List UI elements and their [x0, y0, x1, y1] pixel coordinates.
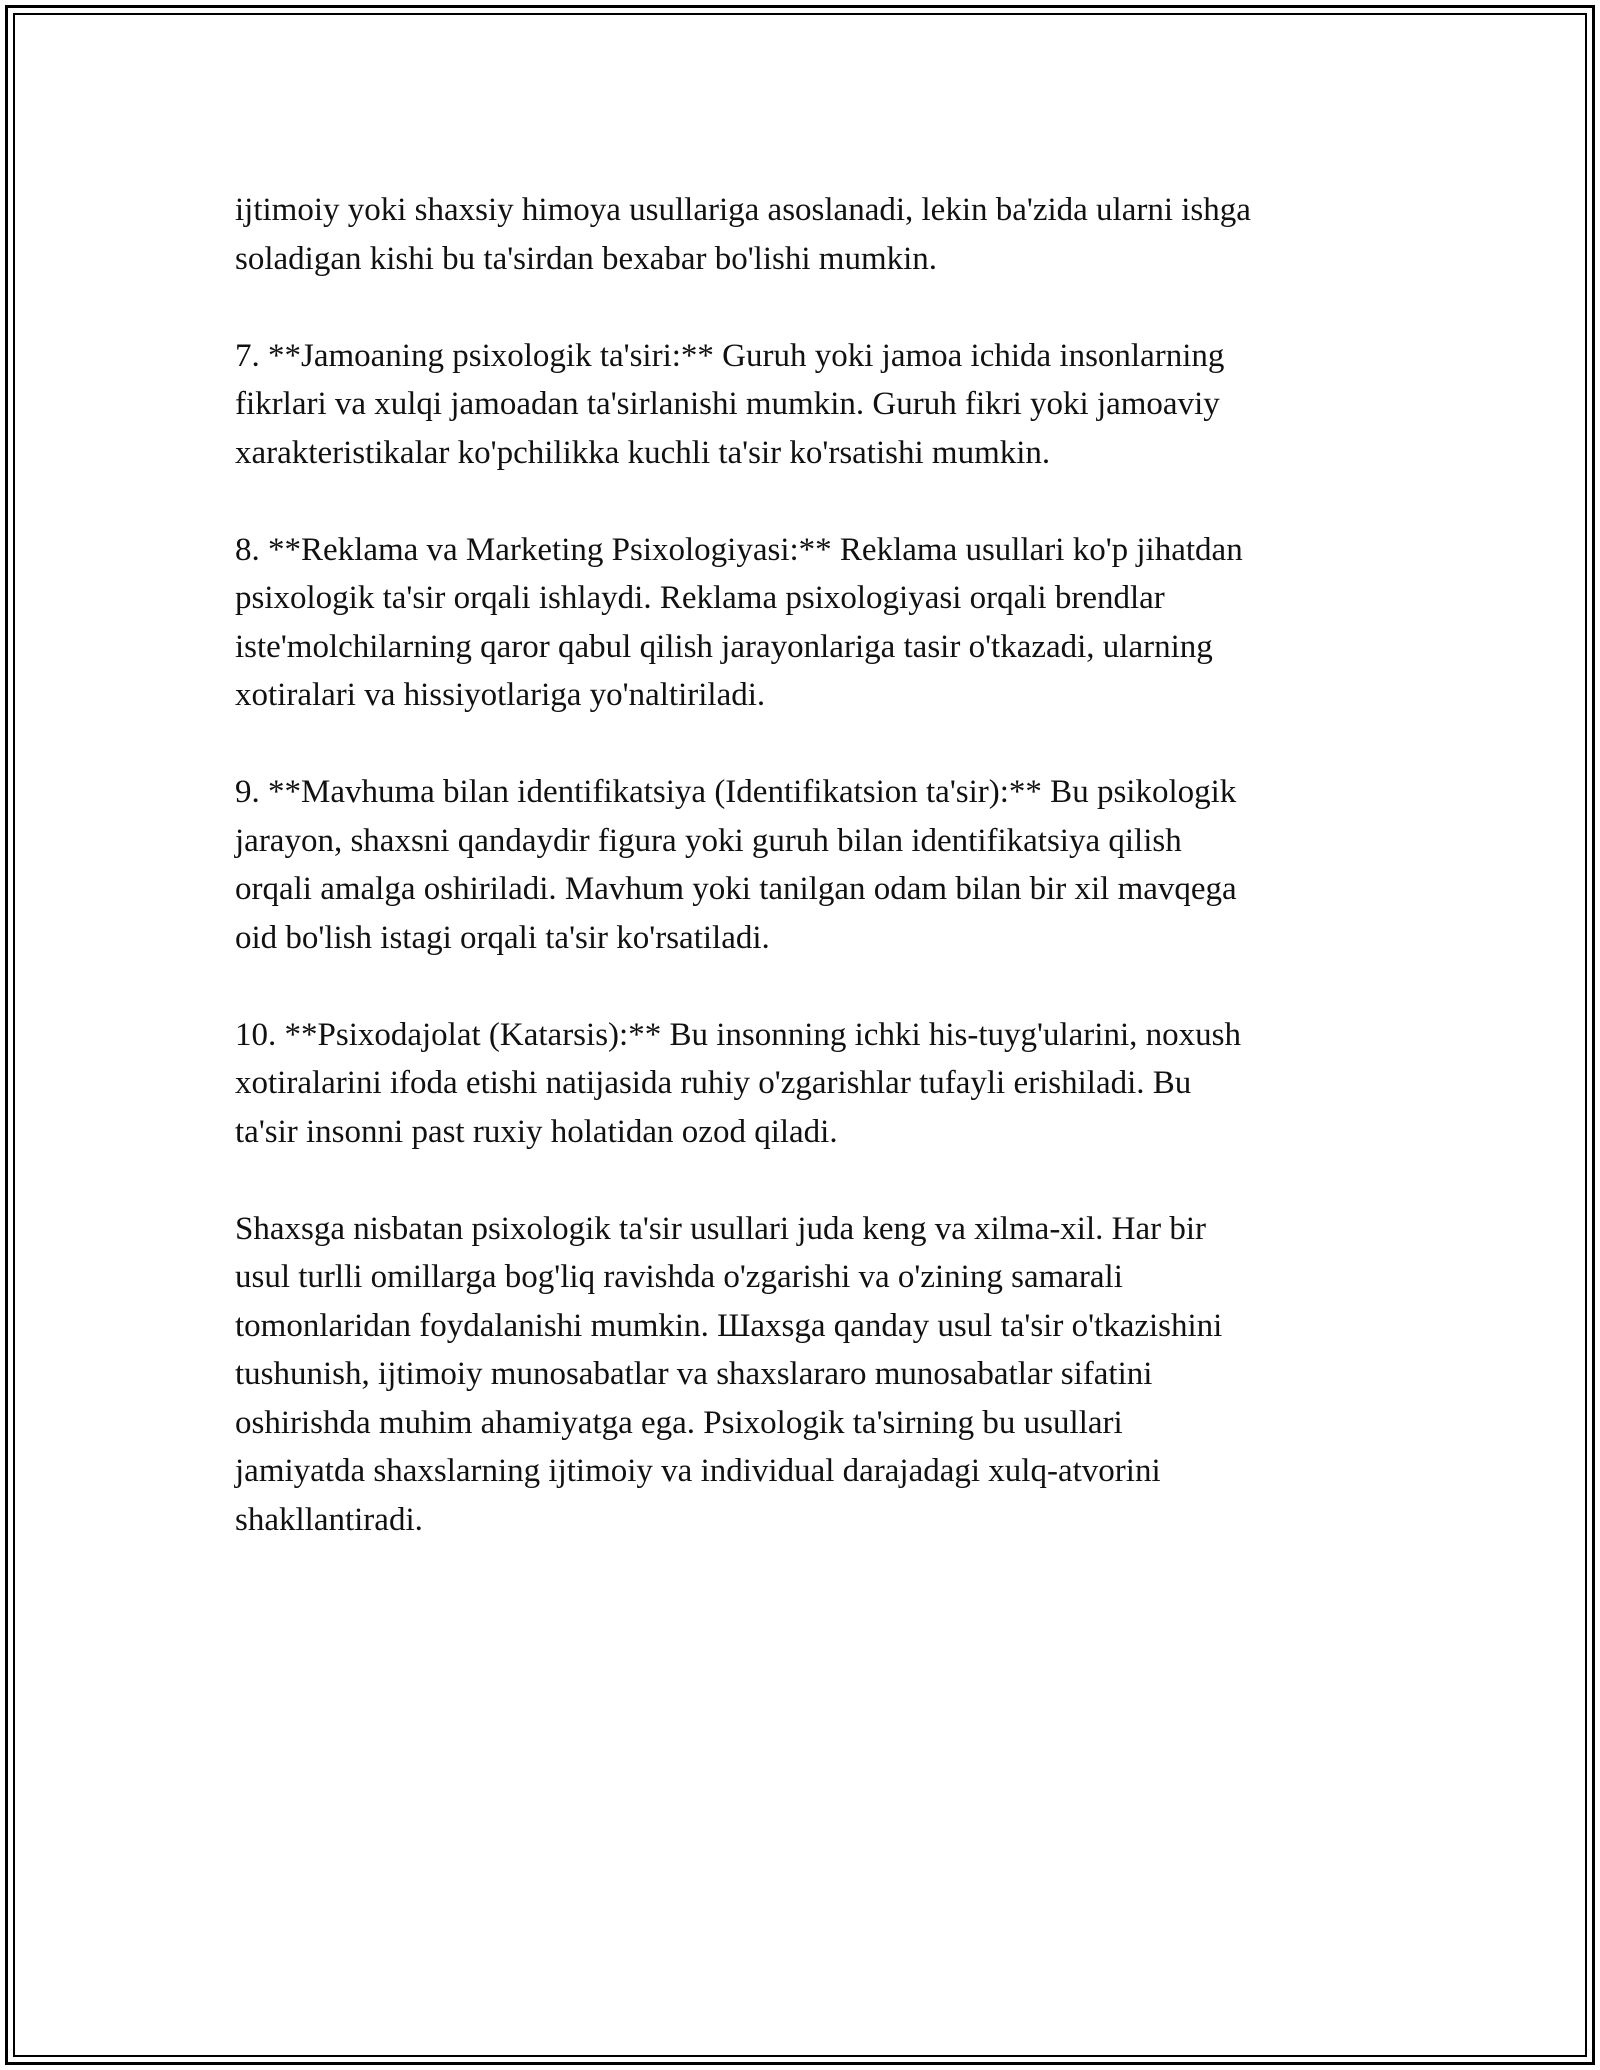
paragraph-intro-continuation: ijtimoiy yoki shaxsiy himoya usullariga asoslanadi, lekin ba'zida ularni ishga soladigan kishi bu ta'sirdan bexabar bo'lishi mumkin.	[235, 192, 1251, 277]
paragraph-item-7-group-influence: 7. **Jamoaning psixologik ta'siri:** Guruh yoki jamoa ichida insonlarning fikrlari va xulqi jamoadan ta'sirlanishi mumkin. Guruh fikri yoki jamoaviy xarakteristikalar ko'pchilikka kuchli ta'sir ko'rsatishi mumkin.	[235, 337, 1225, 471]
paragraph-item-10-catharsis: 10. **Psixodajolat (Katarsis):** Bu insonning ichki his-tuyg'ularini, noxush xotiralarini ifoda etishi natijasida ruhiy o'zgarishlar tufayli erishiladi. Bu ta'sir insonni past ruxiy holatidan ozod qiladi.	[235, 1016, 1241, 1150]
paragraph-item-9-identification: 9. **Mavhuma bilan identifikatsiya (Identifikatsion ta'sir):** Bu psikologik jarayon, shaxsni qandaydir figura yoki guruh bilan identifikatsiya qilish orqali amalga oshiriladi. Mavhum yoki tanilgan odam bilan bir xil mavqega oid bo'lish istagi orqali ta'sir ko'rsatiladi.	[235, 774, 1237, 956]
paragraph-conclusion: Shaxsga nisbatan psixologik ta'sir usullari juda keng va xilma-xil. Har bir usul turlli omillarga bog'liq ravishda o'zgarishi va o'zining samarali tomonlaridan foydalanishi mumkin. Шахsga qanday usul ta'sir o'tkazishini tushunish, ijtimoiy munosabatlar va shaxslararo munosabatlar sifatini oshirishda muhim ahamiyatga ega. Psixologik ta'sirning bu usullari jamiyatda shaxslarning ijtimoiy va individual darajadagi xulq-atvorini shakllantiradi.	[235, 1210, 1223, 1538]
document-body	[235, 186, 1375, 1544]
paragraph-item-8-advertising: 8. **Reklama va Marketing Psixologiyasi:** Reklama usullari ko'p jihatdan psixologik ta'sir orqali ishlaydi. Reklama psixologiyasi orqali brendlar iste'molchilarning qaror qabul qilish jarayonlariga tasir o'tkazadi, ularning xotiralari va hissiyotlariga yo'naltiriladi.	[235, 531, 1243, 713]
